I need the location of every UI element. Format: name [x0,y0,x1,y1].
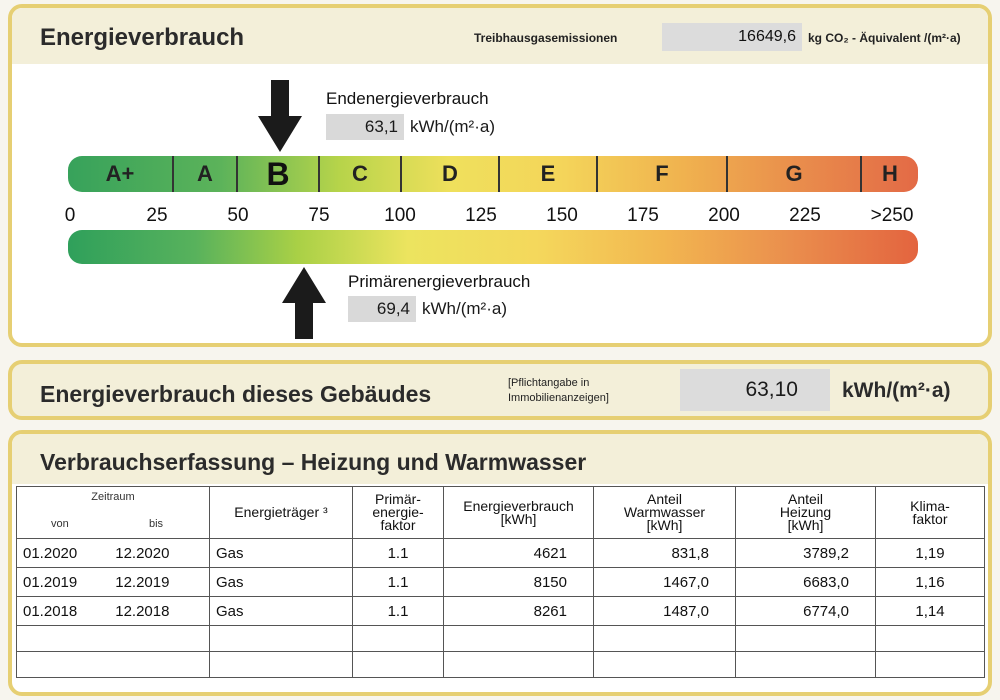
end-energy-label: Endenergieverbrauch [326,89,489,108]
empty-cell [17,626,210,652]
header-text: [kWh] [787,517,824,533]
color-gradient-bar [68,230,918,264]
records-title: Verbrauchserfassung – Heizung und Warmwasser [40,449,587,475]
period-cell [17,568,210,597]
grade-g: G [728,156,862,192]
header-zeitraum-label: Zeitraum [91,491,135,503]
grade-c: C [320,156,402,192]
table-row-empty [17,652,985,678]
consumption-records-panel [8,430,992,696]
period-from: 01.2019 [23,573,78,591]
scale-tick: 0 [64,205,76,226]
empty-cell [876,626,985,652]
scale-tick: 100 [384,205,416,226]
heating-cell: 3789,2 [736,539,876,568]
empty-cell [353,626,444,652]
header-text: Energieverbrauch [463,497,574,514]
grade-f: F [598,156,728,192]
factor-cell: 1.1 [353,539,444,568]
empty-cell [876,652,985,678]
grade-b: B [238,156,320,192]
heating-cell: 6683,0 [736,568,876,597]
climate-factor-cell: 1,14 [876,597,985,626]
scale-tick: 225 [789,205,821,226]
carrier-cell: Gas [210,597,353,626]
table-row [17,568,985,597]
header-warmwasser [594,487,736,539]
empty-cell [736,652,876,678]
period-from: 01.2020 [23,544,78,562]
empty-cell [210,652,353,678]
primary-energy-arrow-icon [282,267,326,339]
scale-tick: >250 [870,205,914,226]
grade-a: A [174,156,238,192]
ghg-unit: kg CO₂ - Äquivalent /(m²·a) [808,31,961,45]
mandatory-note-line: Immobilienanzeigen] [508,392,609,404]
building-consumption-value-box [680,369,830,411]
header-text: faktor [912,510,948,527]
consumption-cell: 4621 [444,539,594,568]
header-heizung [736,487,876,539]
ghg-label: Treibhausgasemissionen [474,31,618,45]
empty-cell [444,626,594,652]
header-text: [kWh] [646,517,683,533]
primary-energy-value: 69,4 [376,299,410,318]
empty-cell [444,652,594,678]
primary-energy-unit: kWh/(m²·a) [422,299,507,318]
grade-e: E [500,156,598,192]
header-text: [kWh] [500,510,537,527]
scale-tick: 75 [308,205,330,226]
header-energietraeger: Energieträger ³ [210,487,353,539]
factor-cell: 1.1 [353,568,444,597]
header-text: Anteil [646,491,683,507]
header-zeitraum [17,487,210,539]
empty-cell [210,626,353,652]
header-text: Klima- [910,497,950,514]
grade-d: D [402,156,500,192]
building-consumption-title: Energieverbrauch dieses Gebäudes [40,381,432,407]
factor-cell: 1.1 [353,597,444,626]
empty-cell [594,626,736,652]
ghg-value: 16649,6 [738,28,796,45]
end-energy-arrow-icon [258,80,302,152]
efficiency-scale-bar [68,156,918,192]
climate-factor-cell: 1,16 [876,568,985,597]
mandatory-note-line: [Pflichtangabe in [508,377,590,389]
header-energieverbrauch [444,487,594,539]
empty-cell [736,626,876,652]
header-klimafaktor [876,487,985,539]
consumption-table [16,486,985,678]
warmwater-cell: 1487,0 [594,597,736,626]
page-title: Energieverbrauch [40,24,245,51]
scale-tick: 125 [465,205,497,226]
empty-cell [353,652,444,678]
primary-energy-label: Primärenergieverbrauch [348,272,531,291]
building-consumption-panel [8,360,992,420]
primary-energy-value-box [348,296,416,322]
climate-factor-cell: 1,19 [876,539,985,568]
carrier-cell: Gas [210,539,353,568]
grade-h: H [882,161,898,186]
header-text: Heizung [779,504,832,520]
header-text: energie- [372,504,424,520]
energy-consumption-panel [8,4,992,347]
header-text: Anteil [787,491,824,507]
period-to: 12.2018 [115,602,170,620]
end-energy-value: 63,1 [364,117,398,136]
mandatory-note [508,376,609,406]
header-text: Primär- [375,491,421,507]
header-primaerenergiefaktor [353,487,444,539]
carrier-cell: Gas [210,568,353,597]
header-text: faktor [380,517,416,533]
building-consumption-value: 63,10 [745,378,798,401]
table-row [17,597,985,626]
period-cell [17,597,210,626]
end-energy-value-box [326,114,404,140]
header-von: von [51,518,69,530]
warmwater-cell: 1467,0 [594,568,736,597]
table-row-empty [17,626,985,652]
period-cell [17,539,210,568]
header-text: Warmwasser [623,504,706,520]
ghg-value-box [662,23,802,51]
scale-tick: 25 [146,205,168,226]
scale-tick: 175 [627,205,659,226]
grade-a-plus: A+ [68,156,174,192]
heating-cell: 6774,0 [736,597,876,626]
scale-tick: 200 [708,205,740,226]
warmwater-cell: 831,8 [594,539,736,568]
scale-tick: 50 [227,205,249,226]
empty-cell [594,652,736,678]
header-bis: bis [149,518,164,530]
end-energy-unit: kWh/(m²·a) [410,117,495,136]
period-from: 01.2018 [23,602,78,620]
period-to: 12.2020 [115,544,170,562]
table-row [17,539,985,568]
period-to: 12.2019 [115,573,170,591]
table-header-row [17,487,985,539]
consumption-cell: 8261 [444,597,594,626]
scale-tick: 150 [546,205,578,226]
building-consumption-unit: kWh/(m²·a) [842,379,951,402]
consumption-cell: 8150 [444,568,594,597]
empty-cell [17,652,210,678]
